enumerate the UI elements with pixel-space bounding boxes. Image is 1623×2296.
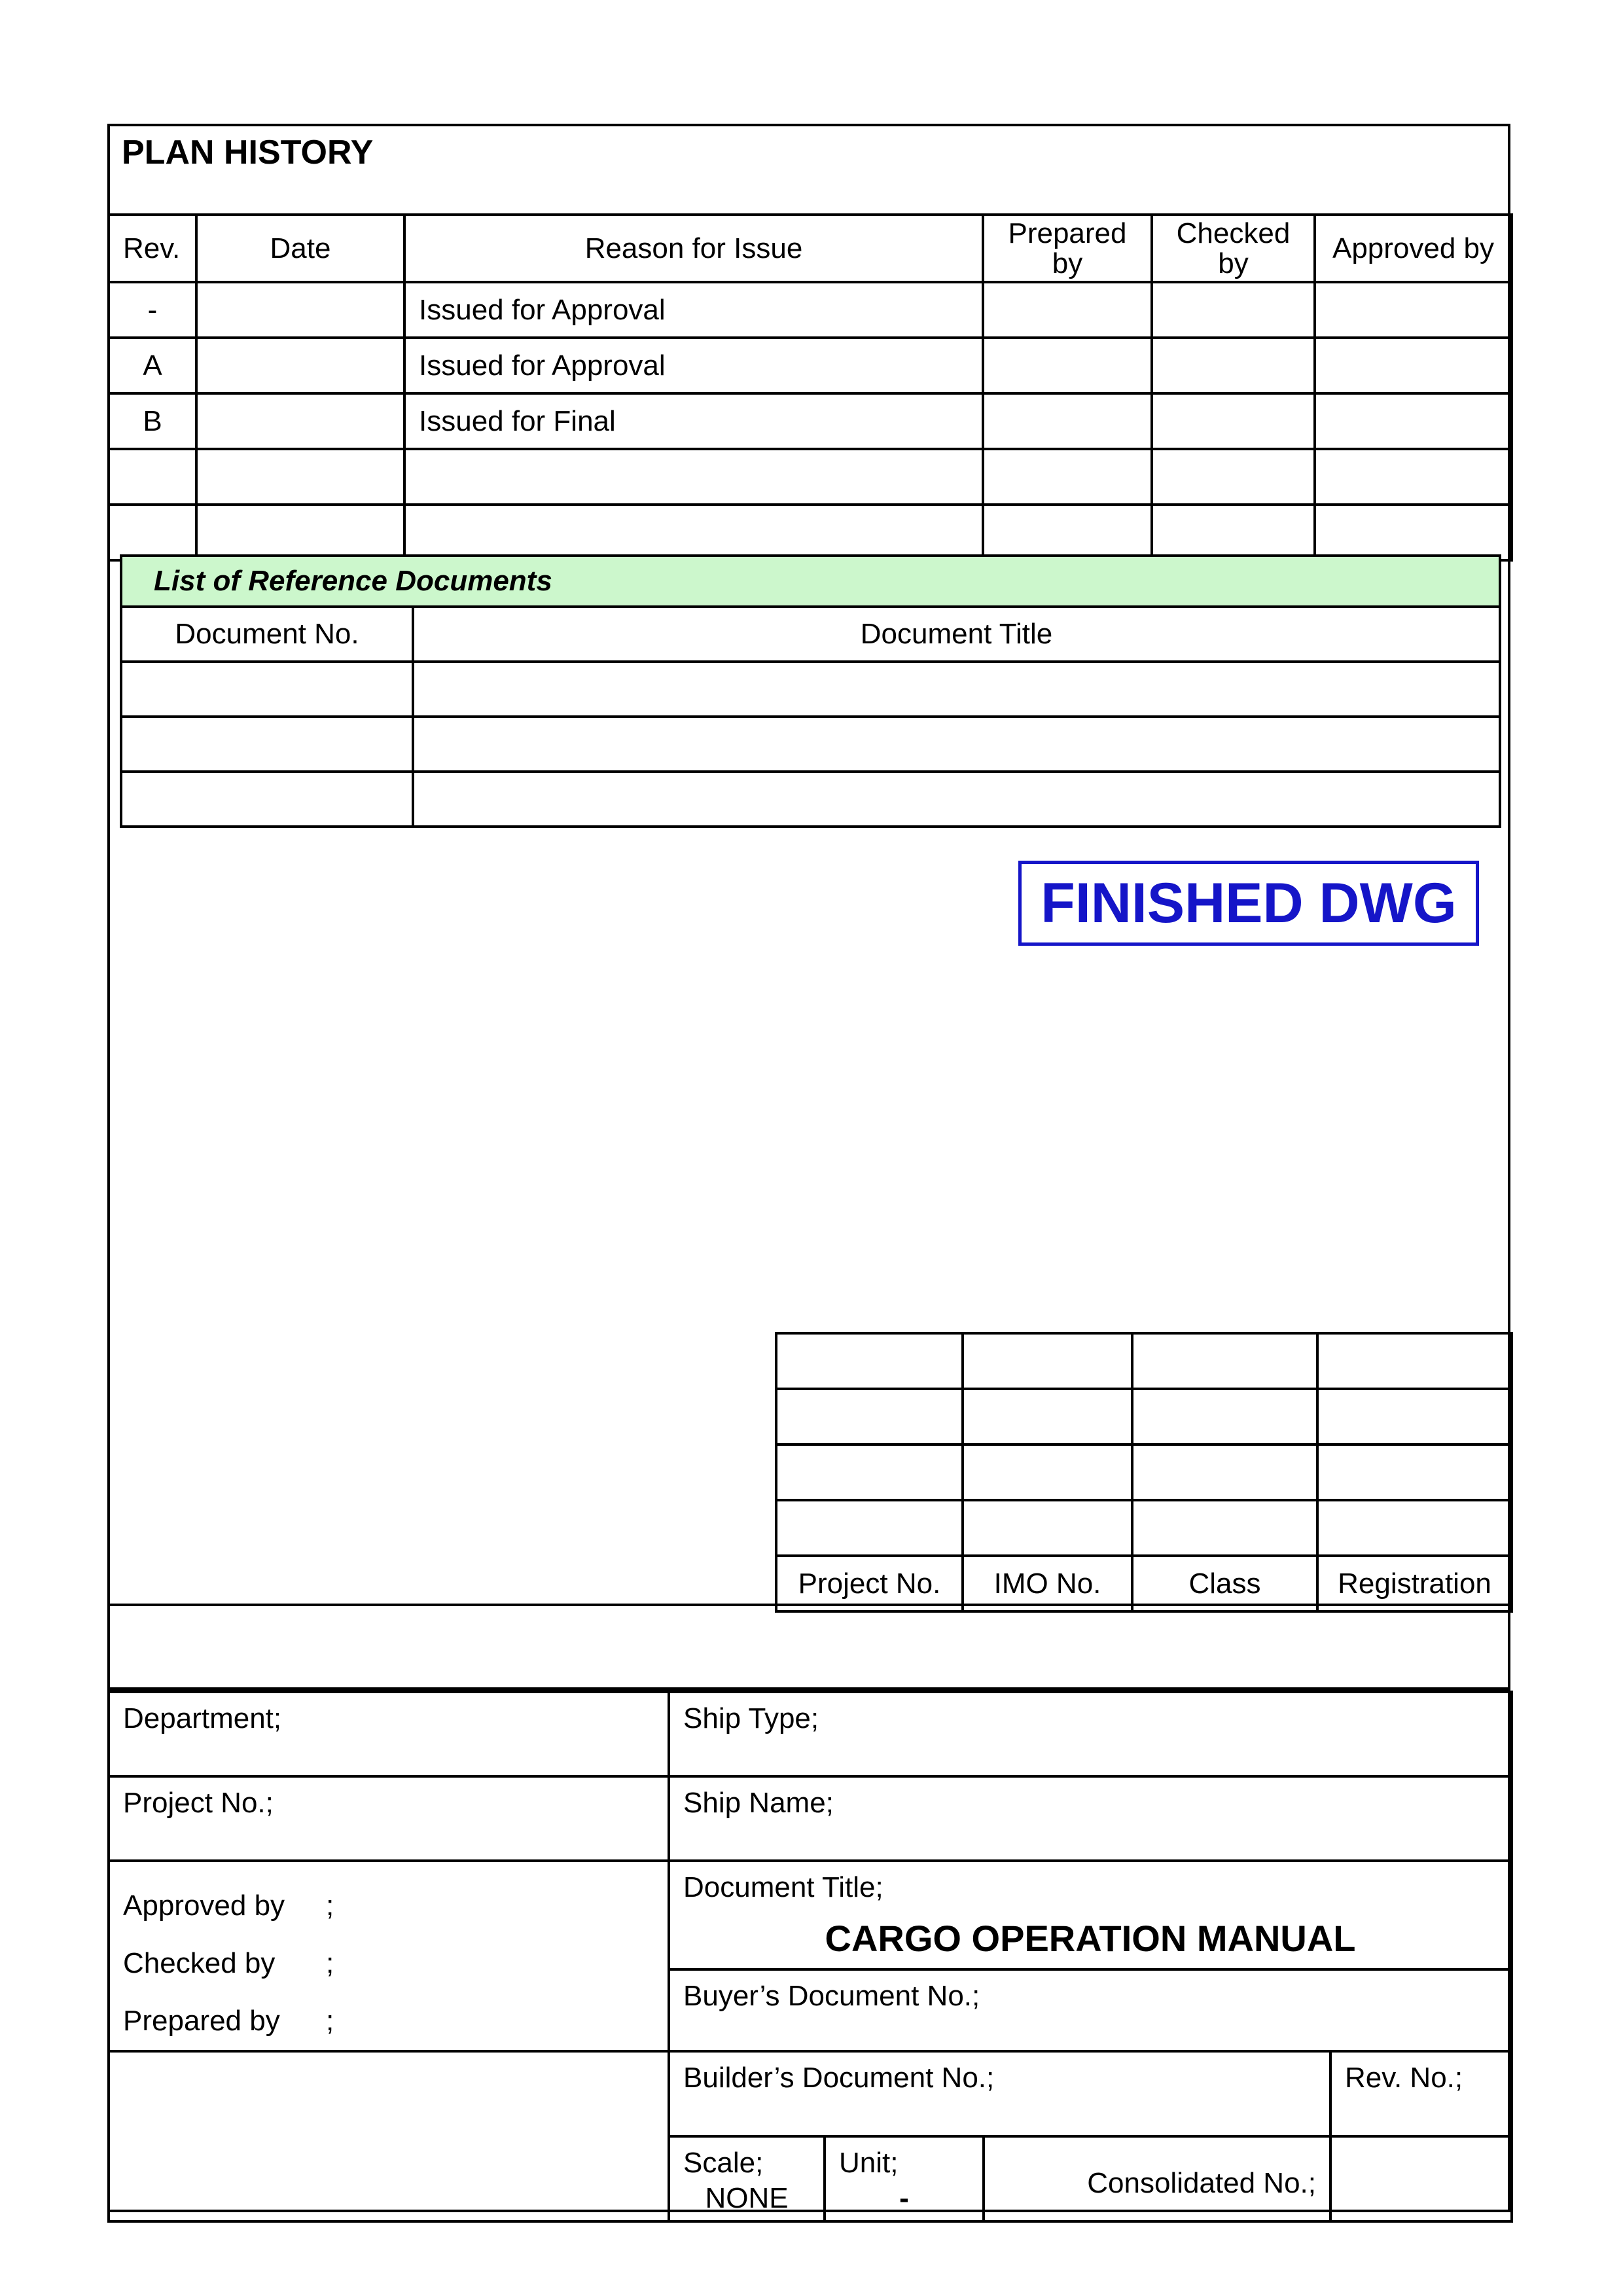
- rev-cell: -: [109, 282, 196, 338]
- colon: ;: [326, 1890, 334, 1922]
- plan-history-title: PLAN HISTORY: [122, 134, 374, 171]
- approved-cell: [1315, 449, 1512, 505]
- header-prepared-by: Prepared by: [983, 215, 1152, 282]
- date-cell: [196, 338, 404, 393]
- project-no-label: Project No.;: [109, 1776, 669, 1861]
- approved-cell: [1315, 505, 1512, 560]
- scale-cell: [669, 2136, 825, 2221]
- unit-cell: [825, 2136, 984, 2221]
- rev-cell: B: [109, 393, 196, 449]
- scale-label: Scale;: [683, 2147, 764, 2179]
- document-title: CARGO OPERATION MANUAL: [825, 1918, 1356, 1959]
- prepared-cell: [983, 338, 1152, 393]
- checked-cell: [1152, 282, 1315, 338]
- blank-band: [107, 1604, 1510, 1691]
- prepared-cell: [983, 449, 1152, 505]
- date-cell: [196, 393, 404, 449]
- plan-history-table: [107, 213, 1513, 562]
- table-row: [109, 282, 1512, 338]
- prepared-cell: [983, 282, 1152, 338]
- rev-no-label: Rev. No.;: [1330, 2051, 1512, 2136]
- buyers-document-no-label: Buyer’s Document No.;: [669, 1969, 1512, 2051]
- approved-cell: [1315, 338, 1512, 393]
- checked-cell: [1152, 393, 1315, 449]
- header-imo-no: IMO No.: [963, 1556, 1132, 1611]
- rev-cell: [109, 505, 196, 560]
- header-registration: Registration: [1317, 1556, 1512, 1611]
- prepared-cell: [983, 505, 1152, 560]
- checked-cell: [1152, 505, 1315, 560]
- checked-cell: [1152, 449, 1315, 505]
- doc-title-cell: [413, 717, 1500, 772]
- checked-by-label: Checked by: [123, 1947, 276, 1979]
- unit-label: Unit;: [839, 2147, 899, 2179]
- doc-no-cell: [121, 772, 413, 827]
- table-row: [109, 393, 1512, 449]
- ship-name-label: Ship Name;: [669, 1776, 1512, 1861]
- date-cell: [196, 449, 404, 505]
- checked-cell: [1152, 338, 1315, 393]
- document-title-cell: [669, 1861, 1512, 1969]
- header-document-no: Document No.: [121, 607, 413, 662]
- table-row: [121, 772, 1500, 827]
- header-reason: Reason for Issue: [404, 215, 983, 282]
- table-row: [109, 338, 1512, 393]
- header-rev: Rev.: [109, 215, 196, 282]
- signature-block: [109, 1861, 669, 2051]
- table-row: [776, 1389, 1512, 1444]
- approved-cell: [1315, 393, 1512, 449]
- builders-document-no-label: Builder’s Document No.;: [669, 2051, 1330, 2136]
- table-row: [109, 449, 1512, 505]
- reason-cell: Issued for Final: [404, 393, 983, 449]
- table-row: [776, 1500, 1512, 1556]
- doc-title-cell: [413, 772, 1500, 827]
- prepared-cell: [983, 393, 1152, 449]
- approved-by-label: Approved by: [123, 1890, 285, 1922]
- table-row: [776, 1444, 1512, 1500]
- unit-value: -: [899, 2182, 909, 2214]
- colon: ;: [326, 2005, 334, 2037]
- colon: ;: [326, 1947, 334, 1979]
- date-cell: [196, 282, 404, 338]
- rev-cell: A: [109, 338, 196, 393]
- date-cell: [196, 505, 404, 560]
- doc-no-cell: [121, 717, 413, 772]
- blank-cell: [109, 2051, 669, 2221]
- approved-cell: [1315, 282, 1512, 338]
- finished-dwg-stamp: FINISHED DWG: [1018, 861, 1479, 946]
- reason-cell: [404, 449, 983, 505]
- ship-type-label: Ship Type;: [669, 1692, 1512, 1776]
- consolidated-no-label: Consolidated No.;: [984, 2136, 1330, 2221]
- reason-cell: Issued for Approval: [404, 338, 983, 393]
- header-class: Class: [1132, 1556, 1317, 1611]
- doc-title-cell: [413, 662, 1500, 717]
- table-row: [776, 1333, 1512, 1389]
- reason-cell: Issued for Approval: [404, 282, 983, 338]
- reference-documents-table: [120, 554, 1501, 828]
- department-label: Department;: [109, 1692, 669, 1776]
- table-row: [121, 662, 1500, 717]
- doc-no-cell: [121, 662, 413, 717]
- scale-value: NONE: [705, 2182, 789, 2214]
- table-row: [121, 717, 1500, 772]
- prepared-by-label: Prepared by: [123, 2005, 280, 2037]
- rev-cell: [109, 449, 196, 505]
- document-title-label: Document Title;: [683, 1871, 883, 1903]
- reason-cell: [404, 505, 983, 560]
- header-date: Date: [196, 215, 404, 282]
- header-document-title: Document Title: [413, 607, 1500, 662]
- header-approved-by: Approved by: [1315, 215, 1512, 282]
- header-project-no: Project No.: [776, 1556, 963, 1611]
- header-checked-by: Checked by: [1152, 215, 1315, 282]
- consolidated-no-value: [1330, 2136, 1512, 2221]
- title-block: [107, 1691, 1513, 2223]
- table-row: [109, 505, 1512, 560]
- reference-title: List of Reference Documents: [121, 556, 1500, 607]
- classification-table: [775, 1332, 1513, 1613]
